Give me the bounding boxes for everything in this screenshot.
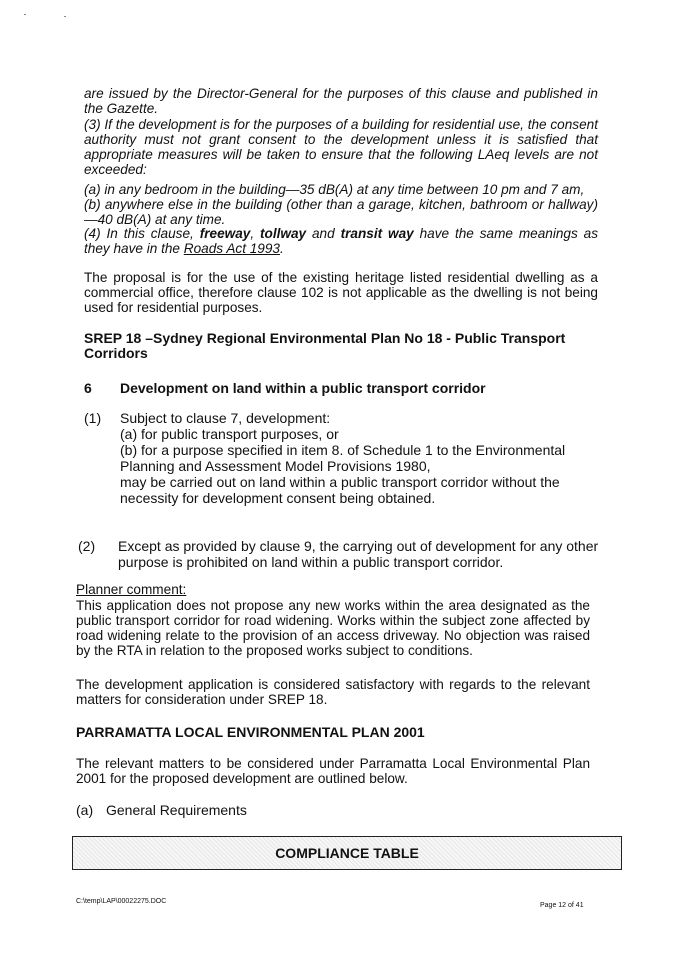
clause102-text: and [312,226,335,241]
general-req-number: (a) [76,802,94,818]
clause102-text: (4) In this clause, [84,226,194,241]
scan-artifact [24,14,26,15]
clause-number: 6 [84,380,92,396]
clause102-text: have the same meanings as they have in the [84,226,599,256]
item-2-number: (2) [78,538,96,554]
item-1-line: necessity for development consent being obtained. [120,490,436,506]
item-1-text [120,410,565,506]
footer-file-path: C:\temp\LAP\00022275.DOC [76,898,167,905]
clause102-p1: are issued by the Director-General for the purposes of this clause and published in the Gazette. [84,86,598,116]
clause-title: Development on land within a public transport corridor [120,380,486,396]
general-req-label: General Requirements [106,802,247,818]
srep18-heading: SREP 18 –Sydney Regional Environmental Plan No 18 - Public Transport Corridors [84,330,566,361]
plep-intro: The relevant matters to be considered under Parramatta Local Environmental Plan 2001 for the proposed development are outlined below. [76,756,590,786]
clause102-item-b: (b) anywhere else in the building (other than a garage, kitchen, bathroom or hallway)—40 dB(A) at any time. [84,197,598,227]
scan-artifact [64,16,66,17]
item-1-line: (a) for public transport purposes, or [120,426,339,442]
item-2-line: purpose is prohibited on land within a public transport corridor. [118,554,504,570]
proposal-paragraph: The proposal is for the use of the existing heritage listed residential dwelling as a commercial office, therefore clause 102 is not applicable as the dwelling is not being used for residential purposes. [84,270,598,315]
item-2-line: Except as provided by clause 9, the carrying out of development for any other [118,538,599,554]
roads-act-link: Roads Act 1993 [183,241,280,256]
term-freeway: freeway [199,226,251,241]
term-tollway: tollway [260,226,307,241]
term-transit-way: transit way [340,226,414,241]
item-1-line: (b) for a purpose specified in item 8. of Schedule 1 to the Environmental [120,442,566,458]
srep18-conclusion: The development application is considered satisfactory with regards to the relevant matters for consideration under SREP 18. [76,677,590,707]
plep-heading: PARRAMATTA LOCAL ENVIRONMENTAL PLAN 2001 [76,724,425,740]
compliance-table-header [72,836,622,870]
item-1-line: Planning and Assessment Model Provisions 1980, [120,458,431,474]
planner-comment-label: Planner comment: [76,582,187,597]
clause102-item-a: (a) in any bedroom in the building—35 dB(A) at any time between 10 pm and 7 am, [84,182,585,197]
item-1-line: Subject to clause 7, development: [120,410,331,426]
planner-comment-text: This application does not propose any new works within the area designated as the public transport corridor for road widening. Works within the subject zone affected by road widening relate to the provision of an access driveway. No objection was raised by the RTA in relation to the proposed works subject to conditions. [76,598,590,658]
item-1-number: (1) [84,410,102,426]
item-1-line: may be carried out on land within a public transport corridor without the [120,474,560,490]
clause102-p2: (3) If the development is for the purposes of a building for residential use, the consent authority must not grant consent to the development unless it is satisfied that appropriate measures will be taken to ensure that the following LAeq levels are not exceeded: [84,117,598,177]
clause102-item-4: (4) In this clause, freeway, tollway and transit way have the same meanings as they have in the Roads Act 1993. [84,226,599,256]
item-2-text [118,538,598,570]
footer-page-number: Page 12 of 41 [540,902,584,909]
clause102-text: . [280,241,284,256]
compliance-table-title: COMPLIANCE TABLE [275,845,419,861]
